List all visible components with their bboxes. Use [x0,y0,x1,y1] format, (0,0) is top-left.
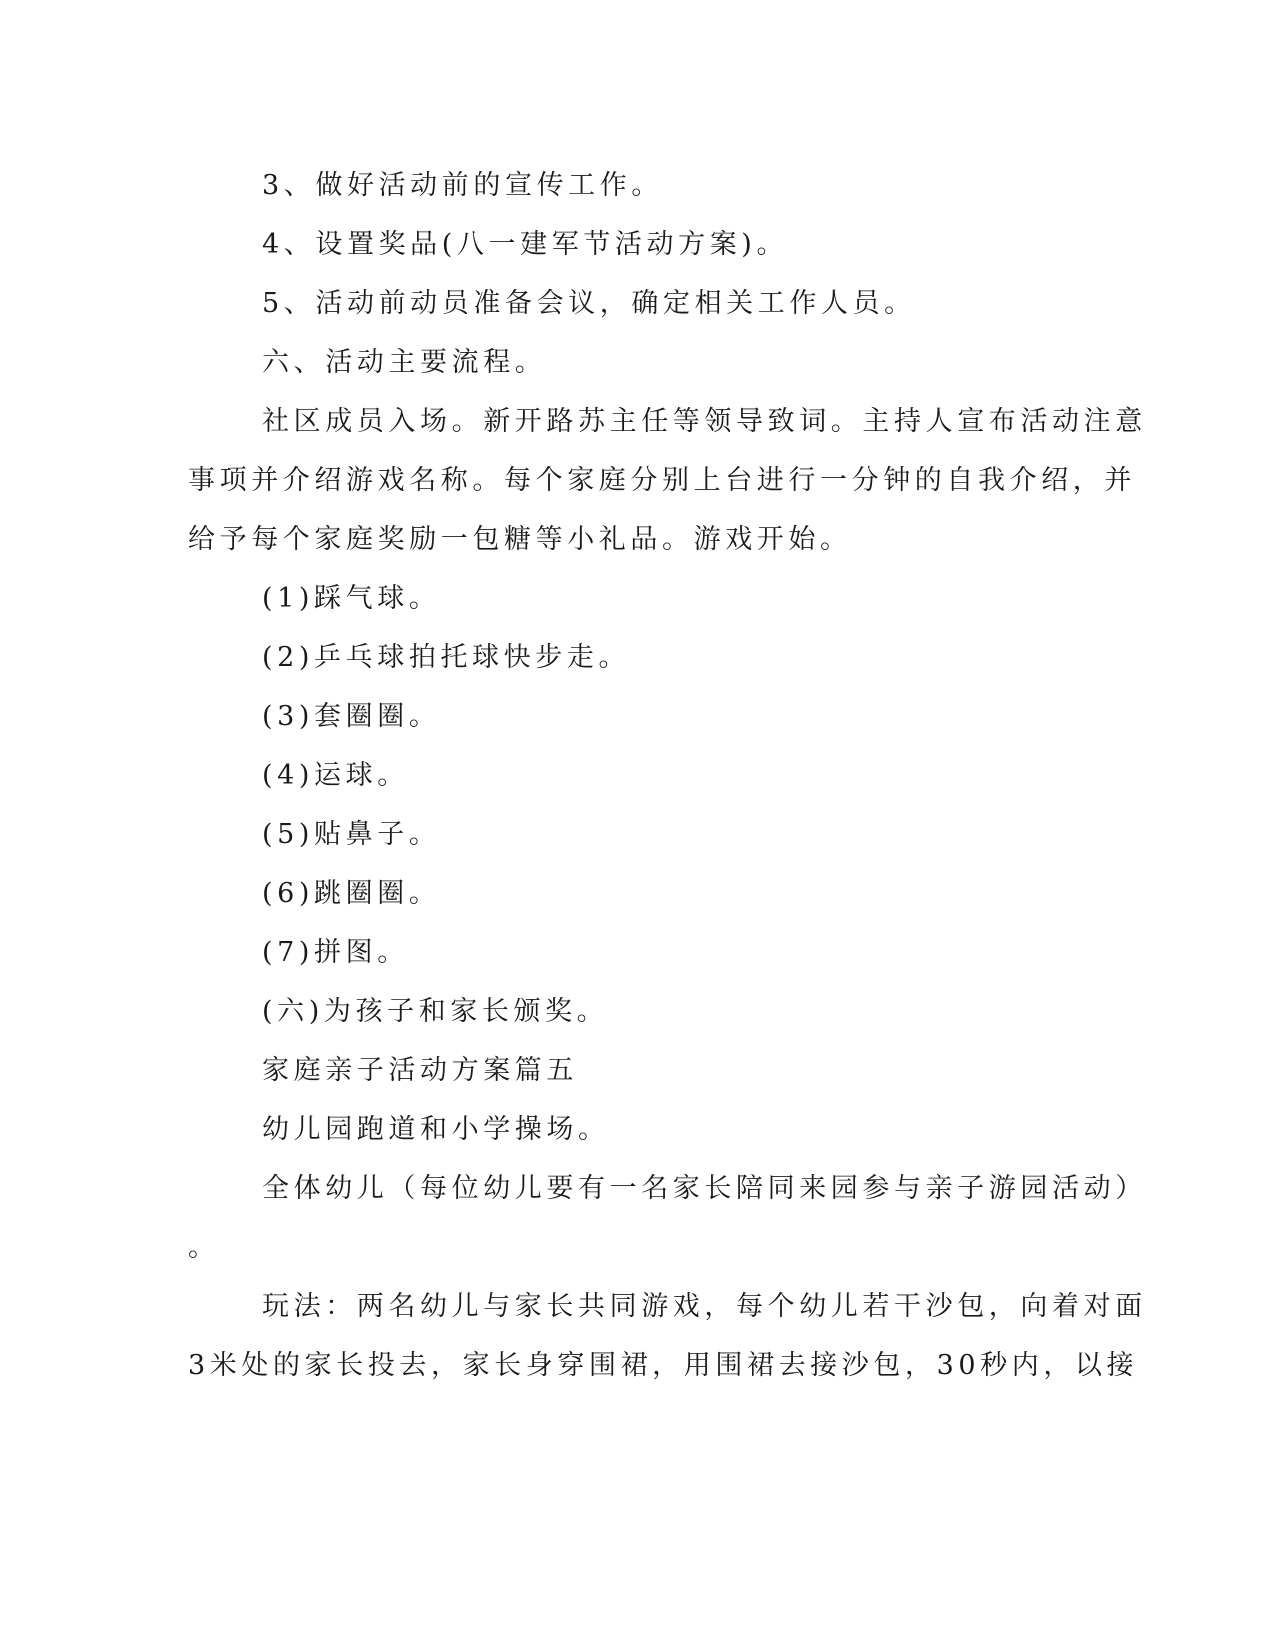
list-item-awards: (六)为孩子和家长颁奖。 [262,996,609,1027]
list-item-meeting: 5、活动前动员准备会议，确定相关工作人员。 [262,288,916,319]
game-item: (6)跳圈圈。 [262,878,441,909]
section-heading-process: 六、活动主要流程。 [262,347,547,378]
venue-line: 幼儿园跑道和小学操场。 [262,1114,610,1145]
paragraph-line: 给予每个家庭奖励一包糖等小礼品。游戏开始。 [188,524,852,555]
paragraph-line: 社区成员入场。新开路苏主任等领导致词。主持人宣布活动注意 [262,406,1147,437]
game-item: (1)踩气球。 [262,583,441,614]
game-item: (5)贴鼻子。 [262,819,441,850]
game-item: (2)乒乓球拍托球快步走。 [262,642,631,673]
game-item: (4)运球。 [262,760,409,791]
list-item-prizes: 4、设置奖品(八一建军节活动方案)。 [262,229,789,260]
rules-line: 3米处的家长投去，家长身穿围裙，用围裙去接沙包，30秒内，以接 [188,1350,1139,1381]
participants-line: 全体幼儿（每位幼儿要有一名家长陪同来园参与亲子游园活动） [262,1173,1147,1204]
paragraph-line: 事项并介绍游戏名称。每个家庭分别上台进行一分钟的自我介绍，并 [188,465,1136,496]
game-item: (7)拼图。 [262,937,409,968]
section-title: 家庭亲子活动方案篇五 [262,1055,578,1086]
list-item-publicity: 3、做好活动前的宣传工作。 [262,170,663,201]
paragraph-line: 。 [188,1232,220,1263]
game-item: (3)套圈圈。 [262,701,441,732]
rules-line: 玩法：两名幼儿与家长共同游戏，每个幼儿若干沙包，向着对面 [262,1291,1147,1322]
